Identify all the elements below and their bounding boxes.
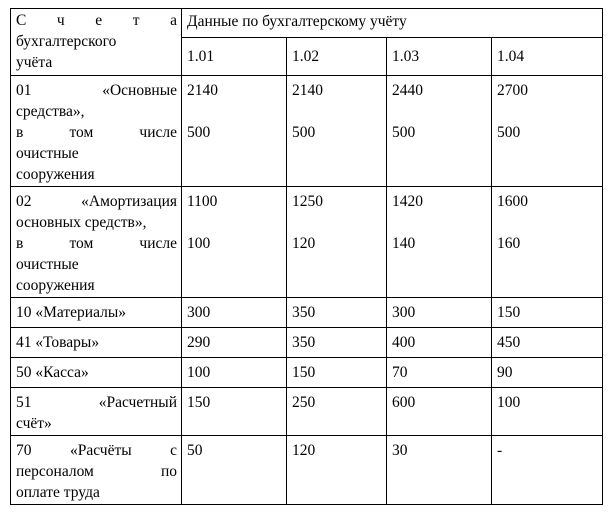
sub-value: 100 xyxy=(187,235,211,252)
value-cell: - xyxy=(492,436,603,505)
table-row xyxy=(11,187,603,298)
header-row xyxy=(11,9,603,38)
value-cell: 350 xyxy=(287,328,387,358)
account-cell xyxy=(11,187,182,298)
date-header-3: 1.03 xyxy=(387,38,492,76)
account-cell: 50 «Касса» xyxy=(11,358,182,388)
value-cell xyxy=(182,76,287,187)
data-header-cell: Данные по бухгалтерскому учёту xyxy=(182,9,603,38)
value-cell: 50 xyxy=(182,436,287,505)
sub-value: 500 xyxy=(292,124,316,141)
account-line: в том числе xyxy=(16,235,177,252)
account-line: 70 «Расчёты с xyxy=(16,442,177,459)
value-cell xyxy=(492,187,603,298)
sub-value: 500 xyxy=(187,124,211,141)
accounts-header-line-2: бухгалтерского xyxy=(16,33,117,50)
account-line: 01 «Основные xyxy=(16,82,177,99)
sub-value: 140 xyxy=(392,235,416,252)
table-row xyxy=(11,328,603,358)
table-row xyxy=(11,358,603,388)
account-line: сооружения xyxy=(16,166,95,183)
value-cell xyxy=(492,76,603,187)
sub-value: 120 xyxy=(292,235,316,252)
value-cell xyxy=(287,187,387,298)
date-header-2: 1.02 xyxy=(287,38,387,76)
sub-value: 160 xyxy=(497,235,521,252)
accounts-header-cell xyxy=(11,9,182,76)
accounts-header-line-3: учёта xyxy=(16,54,53,71)
account-line: 02 «Амортизация xyxy=(16,193,177,210)
account-line: основных средств», xyxy=(16,214,147,231)
value-cell: 90 xyxy=(492,358,603,388)
table-row xyxy=(11,76,603,187)
value-cell: 300 xyxy=(387,298,492,328)
value-cell: 450 xyxy=(492,328,603,358)
value: 2140 xyxy=(187,82,218,99)
value-cell xyxy=(182,187,287,298)
account-cell: 41 «Товары» xyxy=(11,328,182,358)
value: 1420 xyxy=(392,193,423,210)
accounting-table xyxy=(10,8,603,505)
account-line: средства», xyxy=(16,103,85,120)
value: 1250 xyxy=(292,193,323,210)
value-cell: 600 xyxy=(387,388,492,436)
value-cell xyxy=(387,187,492,298)
account-cell xyxy=(11,388,182,436)
value: 2140 xyxy=(292,82,323,99)
account-line: очистные xyxy=(16,145,79,162)
value-cell: 150 xyxy=(182,388,287,436)
value-cell: 150 xyxy=(287,358,387,388)
account-line: персоналом по xyxy=(16,463,177,480)
value-cell: 100 xyxy=(182,358,287,388)
value-cell xyxy=(287,76,387,187)
table-row xyxy=(11,388,603,436)
sub-value: 500 xyxy=(497,124,521,141)
value-cell: 70 xyxy=(387,358,492,388)
account-line: очистные xyxy=(16,256,79,273)
account-line: оплате труда xyxy=(16,484,100,501)
account-cell: 10 «Материалы» xyxy=(11,298,182,328)
date-header-4: 1.04 xyxy=(492,38,603,76)
value: 1100 xyxy=(187,193,218,210)
value-cell: 150 xyxy=(492,298,603,328)
account-cell xyxy=(11,76,182,187)
value-cell: 300 xyxy=(182,298,287,328)
account-line: счёт» xyxy=(16,415,52,432)
value-cell: 290 xyxy=(182,328,287,358)
date-header-1: 1.01 xyxy=(182,38,287,76)
value-cell xyxy=(387,76,492,187)
value: 1600 xyxy=(497,193,528,210)
account-line: сооружения xyxy=(16,277,95,294)
accounts-header-line-1: С ч е т а xyxy=(16,12,177,29)
table-row xyxy=(11,436,603,505)
value: 2700 xyxy=(497,82,528,99)
value-cell: 250 xyxy=(287,388,387,436)
sub-value: 500 xyxy=(392,124,416,141)
value-cell: 30 xyxy=(387,436,492,505)
value-cell: 400 xyxy=(387,328,492,358)
account-cell xyxy=(11,436,182,505)
value-cell: 100 xyxy=(492,388,603,436)
value-cell: 350 xyxy=(287,298,387,328)
value-cell: 120 xyxy=(287,436,387,505)
value: 2440 xyxy=(392,82,423,99)
account-line: в том числе xyxy=(16,124,177,141)
table-row xyxy=(11,298,603,328)
account-line: 51 «Расчетный xyxy=(16,394,177,411)
